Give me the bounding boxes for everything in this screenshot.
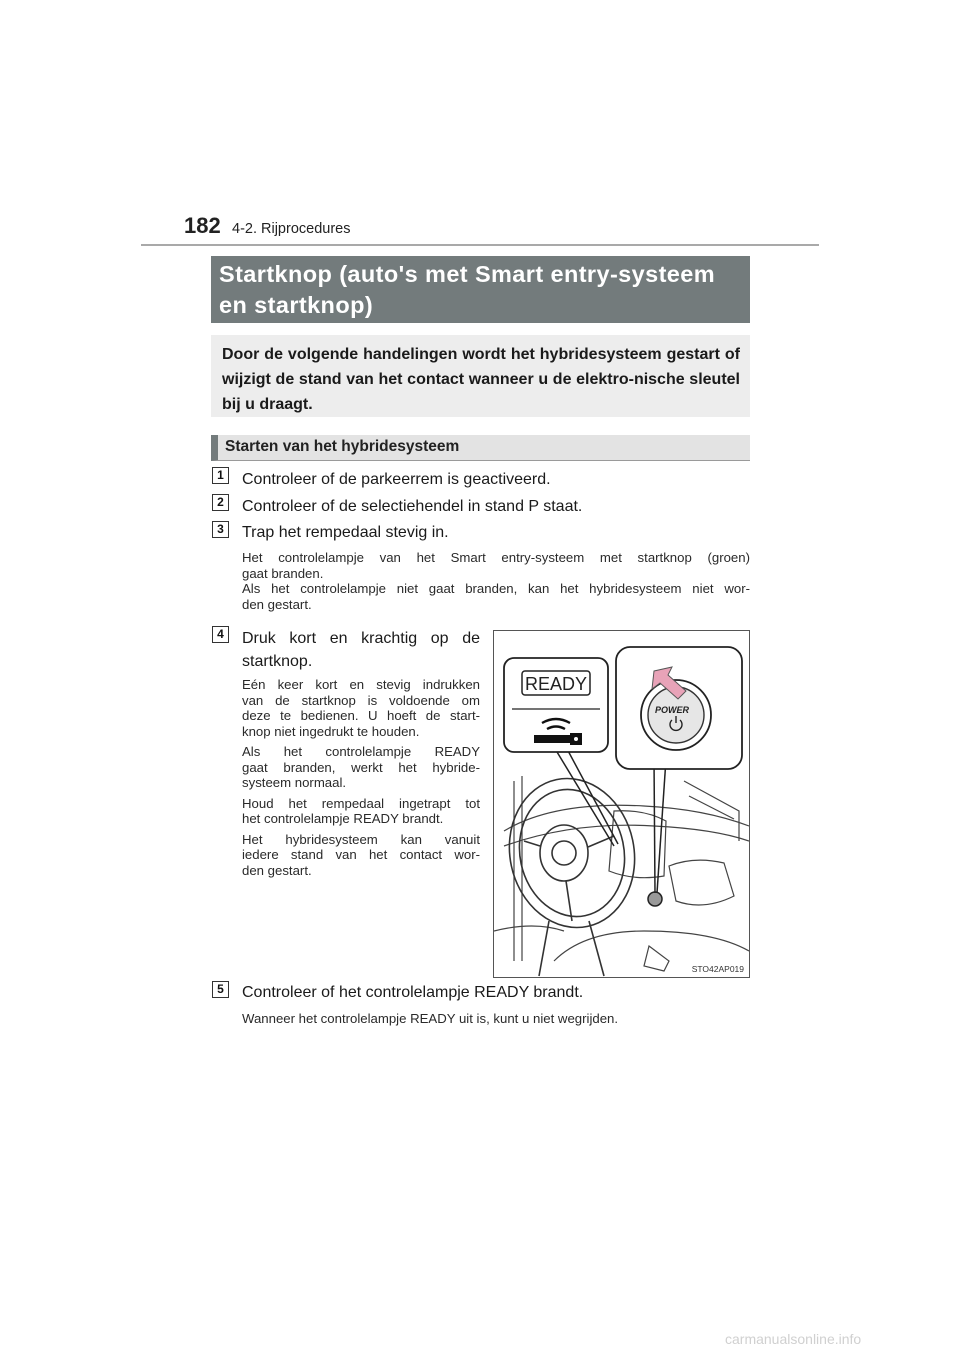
- intro-box: [211, 335, 750, 417]
- note-line: den gestart.: [242, 862, 312, 878]
- step-text-2: Controleer of de selectiehendel in stand P staat.: [242, 498, 583, 515]
- step-text-5: Controleer of het controlelampje READY brandt.: [242, 984, 584, 1001]
- step5-note: Wanneer het controlelampje READY uit is, kunt u niet wegrijden.: [242, 1011, 619, 1026]
- subhead: [211, 435, 750, 461]
- step4-notes: [242, 677, 480, 878]
- subhead-text: Starten van het hybridesysteem: [225, 438, 460, 455]
- step-number-3: 3: [212, 521, 229, 538]
- step4-note-1: [242, 677, 480, 739]
- step-number-1: 1: [212, 467, 229, 484]
- note-line: deze te bedienen. U hoeft de start-: [242, 708, 480, 723]
- note-line: Het hybridesysteem kan vanuit: [242, 831, 480, 847]
- note-line: gaat branden.: [242, 565, 324, 581]
- ready-label: READY: [524, 674, 588, 694]
- step4-note-2: [242, 744, 480, 791]
- note-line: het controlelampje READY brandt.: [242, 811, 444, 826]
- note-line: Eén keer kort en stevig indrukken: [242, 677, 480, 692]
- step-text-3: Trap het rempedaal stevig in.: [242, 524, 449, 541]
- steering-wheel-icon: [496, 767, 648, 976]
- section-title: [211, 256, 750, 323]
- step4-note-4: [242, 832, 480, 879]
- watermark: carmanualsonline.info: [725, 1331, 862, 1347]
- step-number-2: 2: [212, 494, 229, 511]
- step3-note: [242, 550, 750, 612]
- figure-code: STO42AP019: [691, 964, 744, 974]
- step4-line-2: startknop.: [242, 653, 313, 670]
- note-line: Als het controlelampje READY: [242, 744, 480, 759]
- note-line: Als het controlelampje niet gaat branden, kan het hybridesysteem niet wor-: [242, 581, 750, 596]
- dashboard-drawing: [494, 631, 749, 977]
- step-number-5: 5: [212, 981, 229, 998]
- step-number-4: 4: [212, 626, 229, 643]
- section-label: 4-2. Rijprocedures: [232, 221, 351, 237]
- step4-line-1: Druk kort en krachtig op de: [242, 630, 480, 647]
- note-line: Houd het rempedaal ingetrapt tot: [242, 795, 480, 811]
- start-button-icon: [648, 892, 662, 906]
- note-line: systeem normaal.: [242, 775, 347, 790]
- dashboard-lines: [494, 776, 749, 971]
- note-line: den gestart.: [242, 596, 312, 612]
- step-text-1: Controleer of de parkeerrem is geactiveerd.: [242, 471, 551, 488]
- note-line: van de startknop is voldoende om: [242, 692, 480, 708]
- title-line-1: Startknop (auto's met Smart entry-systeem: [219, 261, 716, 287]
- page-number: 182: [184, 213, 221, 238]
- header-rule: [141, 244, 819, 246]
- note-line: gaat branden, werkt het hybride-: [242, 759, 480, 775]
- intro-text: Door de volgende handelingen wordt het hybridesysteem gestart of wijzigt de stand van het contact wanneer u de elektro-nische sleutel bij u draagt.: [222, 346, 740, 413]
- step4-note-3: [242, 796, 480, 827]
- step-text-4: [242, 627, 480, 673]
- note-line: knop niet ingedrukt te houden.: [242, 723, 420, 739]
- title-line-2: en startknop): [219, 292, 374, 318]
- note-line: Het controlelampje van het Smart entry-systeem met startknop (groen): [242, 550, 750, 565]
- note-line: iedere stand van het contact wor-: [242, 847, 480, 862]
- dashboard-illustration: [493, 630, 750, 978]
- power-label: POWER: [654, 705, 690, 715]
